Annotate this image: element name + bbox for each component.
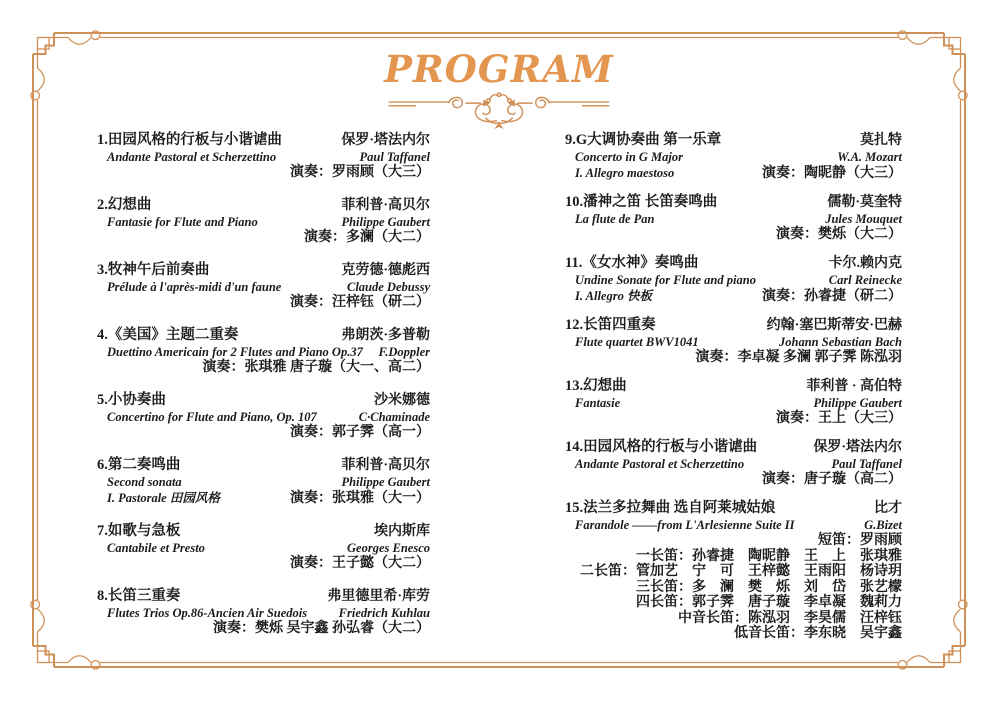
program-item xyxy=(97,197,430,246)
composer-zh: 菲利普·高贝尔 xyxy=(341,198,430,213)
program-item xyxy=(565,255,902,305)
roster-line: 中音长笛：陈泓羽 李昊儒 汪梓钰 xyxy=(678,610,902,626)
item-title-en: Flutes Trios Op.86-Ancien Air Suedois xyxy=(107,606,308,620)
performer-line: 演奏：王子懿（大二） xyxy=(290,556,430,571)
item-number: 15. xyxy=(565,500,584,516)
item-title-zh-text: 如歌与急板 xyxy=(107,523,181,539)
item-title-row xyxy=(565,439,902,456)
item-title-en: Flute quartet BWV1041 xyxy=(575,335,699,349)
program-item xyxy=(97,457,430,507)
item-title-en: Andante Pastoral et Scherzettino xyxy=(107,150,277,164)
composer-zh: 菲利普·高贝尔 xyxy=(341,458,430,473)
composer-zh: 弗朗茨·多普勒 xyxy=(341,328,430,343)
composer-en: Paul Taffanel xyxy=(831,457,902,471)
item-title-row xyxy=(97,197,430,214)
composer-en: Johann Sebastian Bach xyxy=(779,335,902,349)
roster-line: 四长笛：郭子霁 唐子璇 李卓凝 魏莉力 xyxy=(636,595,902,610)
item-movement-label: I. Allegro maestoso xyxy=(575,166,675,180)
item-performer-row xyxy=(97,490,430,507)
item-number: 12. xyxy=(565,317,584,333)
item-title-row xyxy=(97,392,430,409)
item-title-row xyxy=(565,194,902,211)
item-number: 9. xyxy=(565,132,576,148)
item-performer-row xyxy=(97,621,430,637)
item-number: 14. xyxy=(565,439,584,455)
item-movement-label: I. Allegro 快板 xyxy=(575,289,652,303)
item-title-en: Cantabile et Presto xyxy=(107,541,205,555)
roster-line: 三长笛：多 澜 樊 烁 刘 岱 张艺檬 xyxy=(636,579,902,595)
item-number: 2. xyxy=(97,197,108,213)
item-number: 4. xyxy=(97,327,108,343)
performer-line: 演奏：郭子霁（高一） xyxy=(290,425,430,440)
item-title-row xyxy=(565,132,902,149)
item-number: 13. xyxy=(565,378,584,394)
performer-line: 演奏：汪梓钰（研二） xyxy=(290,295,430,310)
item-title-row xyxy=(97,262,430,279)
performer-line: 演奏：唐子璇（高二） xyxy=(762,472,902,487)
item-title-row xyxy=(97,457,430,474)
composer-en: W.A. Mozart xyxy=(837,150,902,164)
item-title-en: Fantasie for Flute and Piano xyxy=(107,215,258,229)
item-english-row xyxy=(97,605,430,621)
item-title-row xyxy=(565,255,902,272)
composer-en: Philippe Gaubert xyxy=(813,396,902,410)
item-performer-row xyxy=(565,472,902,488)
composer-zh: 保罗·塔法内尔 xyxy=(813,440,902,455)
composer-en: F.Doppler xyxy=(378,345,430,359)
composer-en: Paul Taffanel xyxy=(359,150,430,164)
performer-line: 演奏：陶昵静（大三） xyxy=(762,166,902,181)
item-title-row xyxy=(97,327,430,344)
roster-line: 短笛：罗雨顾 xyxy=(818,533,902,548)
item-number: 5. xyxy=(97,392,108,408)
item-title-en: Duettino Americain for 2 Flutes and Piano Op.37 xyxy=(107,345,363,359)
item-english-row xyxy=(565,334,902,350)
item-english-row xyxy=(565,149,902,165)
composer-en: Philippe Gaubert xyxy=(341,475,430,489)
item-english-row xyxy=(97,214,430,230)
composer-zh: 埃内斯库 xyxy=(374,524,430,539)
composer-zh: 保罗·塔法内尔 xyxy=(341,133,430,148)
program-item xyxy=(565,132,902,182)
composer-zh: 菲利普 · 高伯特 xyxy=(806,379,902,394)
page-title: PROGRAM xyxy=(384,47,614,91)
item-performer-row xyxy=(565,165,902,182)
item-title-en: Second sonata xyxy=(107,475,182,489)
item-title-en: Undine Sonate for Flute and piano xyxy=(575,273,756,287)
item-title-en: Andante Pastoral et Scherzettino xyxy=(575,457,745,471)
page-header xyxy=(0,47,998,137)
item-number: 11. xyxy=(565,255,583,271)
composer-en: Georges Enesco xyxy=(347,541,430,555)
program-item xyxy=(565,317,902,366)
item-performer-row xyxy=(97,295,430,311)
ensemble-roster xyxy=(565,533,902,642)
composer-zh: 比才 xyxy=(874,501,902,516)
composer-zh: 沙米娜德 xyxy=(374,393,430,408)
program-item xyxy=(97,523,430,572)
item-title-zh-text: 小协奏曲 xyxy=(107,392,166,408)
item-performer-row xyxy=(97,360,430,376)
program-item xyxy=(97,262,430,311)
item-title-zh-text: 潘神之笛 长笛奏鸣曲 xyxy=(583,194,718,210)
item-title-zh-text: 田园风格的行板与小谐谑曲 xyxy=(583,439,758,455)
item-english-row xyxy=(565,272,902,288)
performer-line: 演奏：张琪雅 唐子璇（大一、高二） xyxy=(202,360,430,375)
item-english-row xyxy=(97,409,430,425)
composer-zh: 莫扎特 xyxy=(860,133,902,148)
composer-zh: 克劳德·德彪西 xyxy=(341,263,430,278)
performer-line: 演奏：樊烁 吴宇鑫 孙弘睿（大二） xyxy=(213,621,430,636)
roster-line: 一长笛：孙睿捷 陶昵静 王 上 张琪雅 xyxy=(636,548,902,564)
item-english-row xyxy=(97,149,430,165)
item-title-en: Prélude à l'après-midi d'un faune xyxy=(107,280,282,294)
item-title-zh-text: 幻想曲 xyxy=(107,197,152,213)
item-number: 6. xyxy=(97,457,108,473)
composer-en: C·Chaminade xyxy=(358,410,430,424)
item-performer-row xyxy=(97,165,430,181)
right-column xyxy=(565,132,902,642)
item-title-en: Farandole ——from L'Arlesienne Suite II xyxy=(575,518,795,532)
composer-en: Claude Debussy xyxy=(347,280,430,294)
program-item xyxy=(97,588,430,637)
item-title-zh xyxy=(565,255,698,271)
composer-zh: 儒勒·莫奎特 xyxy=(827,195,902,210)
performer-line: 演奏：樊烁（大二） xyxy=(776,227,902,242)
item-title-en: La flute de Pan xyxy=(575,212,655,226)
item-number: 10. xyxy=(565,194,584,210)
composer-zh: 约翰·塞巴斯蒂安·巴赫 xyxy=(766,318,902,333)
item-title-row xyxy=(97,523,430,540)
composer-en: Friedrich Kuhlau xyxy=(338,606,430,620)
item-number: 1. xyxy=(97,132,108,148)
item-title-zh xyxy=(97,197,151,213)
item-english-row xyxy=(97,279,430,295)
item-title-zh xyxy=(565,194,717,210)
item-english-row xyxy=(97,474,430,490)
item-title-zh-text: G大调协奏曲 第一乐章 xyxy=(575,132,722,148)
item-performer-row xyxy=(97,556,430,572)
item-title-zh-text: 《女水神》奏鸣曲 xyxy=(582,255,699,271)
item-title-zh-text: 法兰多拉舞曲 选自阿莱城姑娘 xyxy=(583,500,776,516)
item-title-row xyxy=(565,317,902,334)
item-title-zh xyxy=(97,132,282,148)
item-number: 8. xyxy=(97,588,108,604)
performer-line: 演奏：张琪雅（大一） xyxy=(290,491,430,506)
item-title-zh xyxy=(97,327,238,343)
item-number: 7. xyxy=(97,523,108,539)
program-item xyxy=(97,132,430,181)
item-title-zh xyxy=(97,457,180,473)
performer-line: 演奏：王上（大三） xyxy=(776,411,902,426)
item-title-zh-text: 幻想曲 xyxy=(583,378,627,394)
item-title-zh xyxy=(97,523,180,539)
program-item xyxy=(565,194,902,243)
title-flourish-ornament xyxy=(384,90,614,132)
item-english-row xyxy=(565,456,902,472)
item-english-row xyxy=(97,344,430,360)
program-item xyxy=(565,378,902,427)
composer-zh: 弗里德里希·库劳 xyxy=(327,589,430,604)
item-movement-label: I. Pastorale 田园风格 xyxy=(107,491,220,505)
right-items xyxy=(565,132,902,533)
item-title-zh xyxy=(565,132,721,148)
program-item xyxy=(97,327,430,376)
item-performer-row xyxy=(97,230,430,246)
item-title-zh xyxy=(565,500,775,516)
item-english-row xyxy=(565,517,902,533)
item-title-zh xyxy=(565,317,656,333)
item-english-row xyxy=(565,211,902,227)
composer-zh: 卡尔.赖内克 xyxy=(828,256,902,271)
item-title-zh-text: 《美国》主题二重奏 xyxy=(107,327,239,343)
item-performer-row xyxy=(565,411,902,427)
item-title-zh xyxy=(565,439,757,455)
item-performer-row xyxy=(565,227,902,243)
item-title-zh xyxy=(97,392,166,408)
item-title-zh-text: 长笛四重奏 xyxy=(583,317,656,333)
item-title-zh xyxy=(97,262,209,278)
item-english-row xyxy=(97,540,430,556)
composer-en: G.Bizet xyxy=(864,518,902,532)
composer-en: Carl Reinecke xyxy=(828,273,902,287)
performer-line: 演奏：多澜（大二） xyxy=(304,230,430,245)
item-title-zh-text: 第二奏鸣曲 xyxy=(107,457,181,473)
composer-en: Jules Mouquet xyxy=(825,212,902,226)
item-title-zh-text: 田园风格的行板与小谐谑曲 xyxy=(107,132,282,148)
item-number: 3. xyxy=(97,262,108,278)
item-performer-row xyxy=(565,350,902,366)
program-item xyxy=(97,392,430,441)
item-title-zh xyxy=(565,378,627,394)
performer-line: 演奏：李卓凝 多澜 郭子霁 陈泓羽 xyxy=(695,350,902,365)
item-title-row xyxy=(97,132,430,149)
program-item xyxy=(565,500,902,533)
performer-line: 演奏：孙睿捷（研二） xyxy=(762,289,902,304)
item-title-en: Fantasie xyxy=(575,396,621,410)
program-item xyxy=(565,439,902,488)
item-title-zh-text: 牧神午后前奏曲 xyxy=(107,262,210,278)
item-title-row xyxy=(565,500,902,517)
roster-line: 低音长笛：李东晓 吴宇鑫 xyxy=(734,626,902,641)
item-performer-row xyxy=(565,288,902,305)
item-english-row xyxy=(565,395,902,411)
item-performer-row xyxy=(97,425,430,441)
performer-line: 演奏：罗雨顾（大三） xyxy=(290,165,430,180)
item-title-row xyxy=(97,588,430,605)
composer-en: Philippe Gaubert xyxy=(341,215,430,229)
item-title-zh xyxy=(97,588,180,604)
item-title-en: Concertino for Flute and Piano, Op. 107 xyxy=(107,410,317,424)
roster-line: 二长笛：管加艺 宁 可 王梓懿 王雨阳 杨诗玥 xyxy=(580,564,902,579)
left-column xyxy=(97,132,430,653)
item-title-row xyxy=(565,378,902,395)
item-title-zh-text: 长笛三重奏 xyxy=(107,588,181,604)
item-title-en: Concerto in G Major xyxy=(575,150,684,164)
